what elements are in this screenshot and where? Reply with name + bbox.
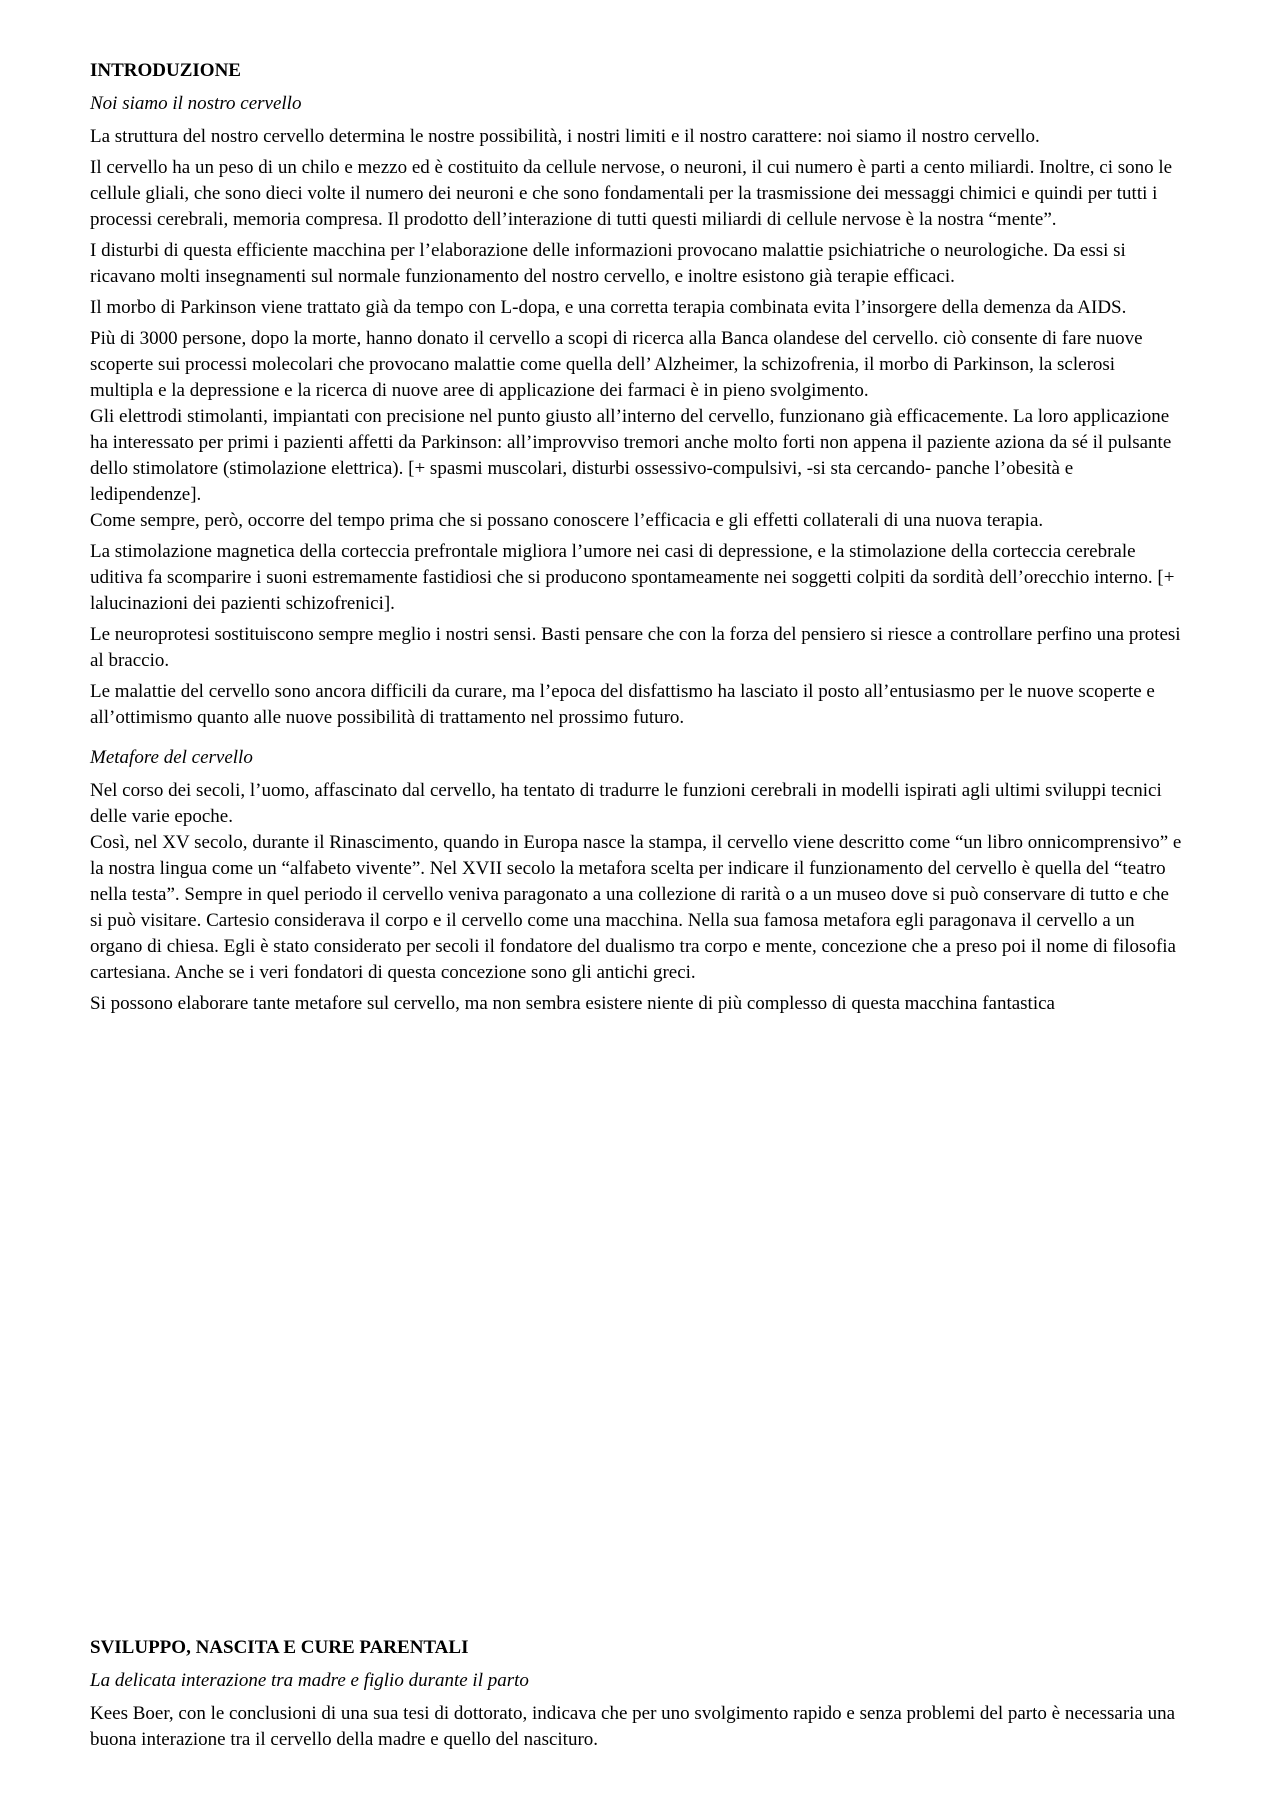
paragraph: Così, nel XV secolo, durante il Rinascimento, quando in Europa nasce la stampa, il cervello viene descritto come “un libro onnicomprensivo” e la nostra lingua come un “alfabeto vivente”. Nel XVII secolo la metafora scelta per indicare il funzionamento del cervello è quella del “teatro nella testa”. Sempre in quel periodo il cervello veniva paragonato a una collezione di rarità o a un museo dove si può conservare di tutto e che si può visitare. Cartesio considerava il corpo e il cervello come una macchina. Nella sua famosa metafora egli paragonava il cervello a un organo di chiesa. Egli è stato considerato per secoli il fondatore del dualismo tra corpo e mente, concezione che a preso poi il nome di filosofia cartesiana. Anche se i veri fondatori di questa concezione sono gli antichi greci. — [90, 832, 1182, 983]
paragraph: Il morbo di Parkinson viene trattato già da tempo con L-dopa, e una corretta terapia combinata evita l’insorgere della demenza da AIDS. — [90, 297, 1127, 318]
section-introduzione — [90, 58, 1182, 1022]
paragraph: Le neuroprotesi sostituiscono sempre meglio i nostri sensi. Basti pensare che con la forza del pensiero si riesce a controllare perfino una protesi al braccio. — [90, 624, 1181, 671]
paragraph: Le malattie del cervello sono ancora difficili da curare, ma l’epoca del disfattismo ha lasciato il posto all’entusiasmo per le nuove scoperte e all’ottimismo quanto alle nuove possibilità di trattamento nel prossimo futuro. — [90, 681, 1155, 728]
subsection-heading: La delicata interazione tra madre e figlio durante il parto — [90, 1670, 529, 1691]
section-heading: SVILUPPO, NASCITA E CURE PARENTALI — [90, 1637, 469, 1658]
paragraph: Come sempre, però, occorre del tempo prima che si possano conoscere l’efficacia e gli effetti collaterali di una nuova terapia. — [90, 510, 1044, 531]
paragraph: Gli elettrodi stimolanti, impiantati con precisione nel punto giusto all’interno del cervello, funzionano già efficacemente. La loro applicazione ha interessato per primi i pazienti affetti da Parkinson: all’improvviso tremori anche molto forti non appena il paziente aziona da sé il pulsante dello stimolatore (stimolazione elettrica). [+ spasmi muscolari, disturbi ossessivo-compulsivi, -si sta cercando- panche l’obesità e ledipendenze]. — [90, 406, 1172, 505]
paragraph: Più di 3000 persone, dopo la morte, hanno donato il cervello a scopi di ricerca alla Banca olandese del cervello. ciò consente di fare nuove scoperte sui processi molecolari che provocano malattie come quella dell’ Alzheimer, la schizofrenia, il morbo di Parkinson, la sclerosi multipla e la depressione e la ricerca di nuove aree di applicazione dei farmaci è in pieno svolgimento. — [90, 328, 1143, 401]
paragraph: I disturbi di questa efficiente macchina per l’elaborazione delle informazioni provocano malattie psichiatriche o neurologiche. Da essi si ricavano molti insegnamenti sul normale funzionamento del nostro cervello, e inoltre esistono già terapie efficaci. — [90, 240, 1126, 287]
subsection-heading: Metafore del cervello — [90, 747, 253, 768]
section-heading: INTRODUZIONE — [90, 60, 241, 81]
section-sviluppo — [90, 1635, 1182, 1758]
paragraph: Si possono elaborare tante metafore sul cervello, ma non sembra esistere niente di più complesso di questa macchina fantastica — [90, 993, 1055, 1014]
paragraph: Il cervello ha un peso di un chilo e mezzo ed è costituito da cellule nervose, o neuroni, il cui numero è parti a cento miliardi. Inoltre, ci sono le cellule gliali, che sono dieci volte il numero dei neuroni e che sono fondamentali per la trasmissione dei messaggi chimici e quindi per tutti i processi cerebrali, memoria compresa. Il prodotto dell’interazione di tutti questi miliardi di cellule nervose è la nostra “mente”. — [90, 157, 1173, 230]
paragraph: Nel corso dei secoli, l’uomo, affascinato dal cervello, ha tentato di tradurre le funzioni cerebrali in modelli ispirati agli ultimi sviluppi tecnici delle varie epoche. — [90, 780, 1162, 827]
paragraph: Kees Boer, con le conclusioni di una sua tesi di dottorato, indicava che per uno svolgimento rapido e senza problemi del parto è necessaria una buona interazione tra il cervello della madre e quello del nascituro. — [90, 1703, 1176, 1750]
paragraph: La struttura del nostro cervello determina le nostre possibilità, i nostri limiti e il nostro carattere: noi siamo il nostro cervello. — [90, 126, 1040, 147]
subsection-heading: Noi siamo il nostro cervello — [90, 93, 302, 114]
paragraph: La stimolazione magnetica della corteccia prefrontale migliora l’umore nei casi di depressione, e la stimolazione della corteccia cerebrale uditiva fa scomparire i suoni estremamente fastidiosi che si producono spontameamente nei soggetti colpiti da sordità dell’orecchio interno. [+ lalucinazioni dei pazienti schizofrenici]. — [90, 541, 1175, 614]
